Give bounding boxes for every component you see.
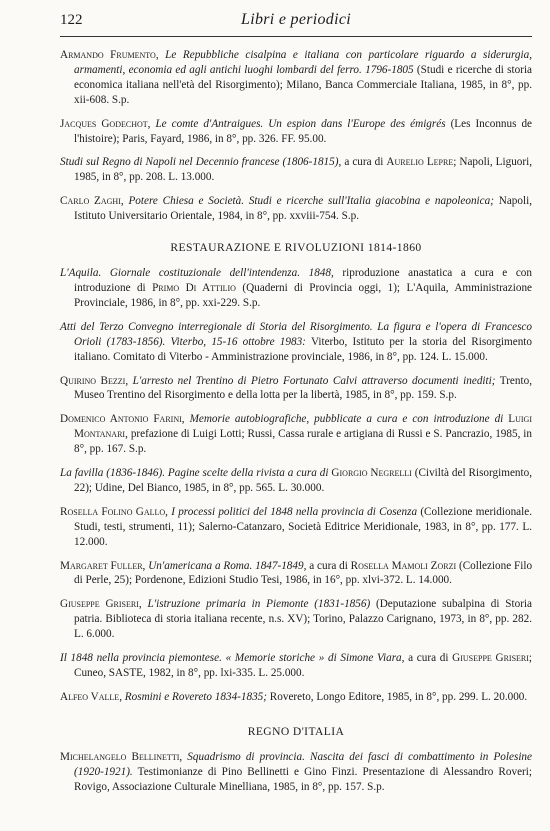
bibliography-entry bbox=[60, 651, 532, 681]
entry-title: L'istruzione primaria in Piemonte (1831-1856) bbox=[147, 598, 371, 611]
bibliography-entry bbox=[60, 48, 532, 108]
entry-details-pre: riproduzione anastatica a cura e con introduzione di bbox=[74, 267, 532, 294]
entry-author: Rosella Folino Gallo, bbox=[60, 505, 168, 518]
entry-details: Rovereto, Longo Editore, 1985, in 8°, pp. 299. L. 20.000. bbox=[269, 690, 528, 703]
entry-editor: Rosella Mamoli Zorzi bbox=[350, 559, 457, 572]
entry-title: L'arresto nel Trentino di Pietro Fortunato Calvi attraverso documenti inediti; bbox=[132, 374, 496, 387]
entry-details: (Les Inconnus de l'histoire); Paris, Fayard, 1986, in 8°, pp. 326. FF. 95.00. bbox=[74, 117, 533, 145]
section-heading: RESTAURAZIONE E RIVOLUZIONI 1814-1860 bbox=[170, 241, 422, 255]
entry-details: Cuneo, SASTE, 1982, in 8°, pp. lxi-335. L. 25.000. bbox=[74, 667, 305, 679]
entry-author: Domenico Antonio Farini, bbox=[60, 413, 185, 426]
entry-title: Le comte d'Antraigues. Un espion dans l'Europe des émigrés bbox=[155, 117, 446, 130]
entry-author: Michelangelo Bellinetti, bbox=[60, 750, 183, 763]
entry-title: Un'americana a Roma. 1847-1849, bbox=[148, 559, 307, 572]
bibliography-entry bbox=[60, 412, 532, 457]
section-heading: REGNO D'ITALIA bbox=[247, 724, 345, 738]
entry-editor: Primo Di Attilio bbox=[152, 281, 236, 294]
entry-title: L'Aquila. Giornale costituzionale dell'intendenza. 1848, bbox=[60, 267, 334, 280]
entry-title: Memorie autobiografiche, pubblicate a cura e con introduzione di bbox=[189, 413, 504, 426]
entry-details-pre: a cura di bbox=[344, 156, 384, 169]
entry-details: prefazione di Luigi Lotti; Russi, Cassa rurale e artigiana di Russi e S. Pancrazio, 1985, in 8°, pp. 167. S.p. bbox=[74, 428, 533, 456]
bibliography-entry bbox=[60, 750, 532, 795]
entry-editor: Luigi Montanari, bbox=[74, 413, 532, 441]
bibliography-entry bbox=[60, 266, 532, 311]
entry-details: Napoli, Istituto Universitario Orientale, 1984, in 8°, pp. xxviii-754. S.p. bbox=[74, 195, 532, 223]
bibliography-entry bbox=[60, 597, 532, 642]
entry-author: Armando Frumento, bbox=[60, 49, 159, 61]
bibliography-entry bbox=[60, 374, 532, 404]
bibliography-entry bbox=[60, 155, 532, 185]
entry-details-pre: a cura di bbox=[408, 652, 449, 665]
entry-details: (Deputazione subalpina di Storia patria. Biblioteca di storia italiana recente, n.s. XV); Torino, Palazzo Carignano, 1973, in 8°, pp. 282. L. 6.000. bbox=[74, 598, 533, 641]
entry-details: Napoli, Liguori, 1985, in 8°, pp. 208. L. 13.000. bbox=[74, 156, 533, 184]
bibliography-entry bbox=[60, 559, 532, 589]
bibliography-entry bbox=[60, 690, 532, 705]
entry-author: Margaret Fuller, bbox=[60, 559, 146, 572]
entry-title: Atti del Terzo Convegno interregionale di Storia del Risorgimento. La figura e l'opera di Francesco Orioli (1783-1856). Viterbo, 15-16 ottobre 1983: bbox=[60, 320, 532, 348]
bibliography-entry bbox=[60, 117, 532, 147]
entry-title: La favilla (1836-1846). Pagine scelte della rivista a cura di bbox=[60, 467, 329, 480]
entry-author: Giuseppe Griseri, bbox=[60, 598, 142, 611]
entry-details: (Collezione Filo di Perle, 25); Pordenone, Edizioni Studio Tesi, 1986, in 16°, pp. xlvi-372. L. 14.000. bbox=[74, 559, 533, 587]
entry-title: Studi sul Regno di Napoli nel Decennio francese (1806-1815), bbox=[60, 156, 342, 169]
entry-title: Il 1848 nella provincia piemontese. « Memorie storiche » di Simone Viara, bbox=[60, 652, 405, 665]
entry-editor: Aurelio Lepre; bbox=[386, 156, 457, 169]
bibliography-entry bbox=[60, 194, 532, 224]
header-rule bbox=[60, 36, 532, 37]
entry-details: (Collezione meridionale. Studi, testi, strumenti, 11); Salerno-Catanzaro, Società Editrice Meridionale, 1983, in 8°, pp. 177. L. 12.000. bbox=[74, 505, 533, 548]
entry-details: (Civiltà del Risorgimento, 22); Udine, Del Bianco, 1985, in 8°, pp. 565. L. 30.000. bbox=[74, 467, 533, 494]
running-head bbox=[60, 11, 532, 33]
page-number: 122 bbox=[60, 12, 83, 28]
entry-details: Viterbo, Istituto per la storia del Risorgimento italiano. Comitato di Viterbo - Amministrazione provinciale, 1986, in 8°, pp. 124. L. 15.000. bbox=[74, 335, 532, 363]
entry-details: Trento, Museo Trentino del Risorgimento e della lotta per la libertà, 1985, in 8°, pp. 159. S.p. bbox=[74, 374, 532, 402]
entry-author: Jacques Godechot, bbox=[60, 117, 151, 130]
entry-author: Carlo Zaghi, bbox=[60, 195, 124, 208]
entry-details: Testimonianze di Pino Bellinetti e Gino Finzi. Presentazione di Alessandro Roveri; Rovigo, Associazione Culturale Minelliana, 1985, in 8°, pp. 157. S.p. bbox=[74, 765, 532, 793]
entry-editor: Giuseppe Griseri; bbox=[452, 652, 533, 665]
entry-author: Quirino Bezzi, bbox=[60, 374, 129, 387]
entry-title: Potere Chiesa e Società. Studi e ricerche sull'Italia giacobina e napoleonica; bbox=[128, 195, 494, 208]
entry-title: Le Repubbliche cisalpina e italiana con particolare riguardo a siderurgia, armamenti, economia ed agli antichi luoghi lombardi del ferro. 1796-1805 bbox=[74, 49, 533, 76]
entry-editor: Giorgio Negrelli bbox=[331, 467, 412, 480]
entry-details: (Studi e ricerche di storia economica italiana nell'età del Risorgimento); Milano, Banca Commerciale Italiana, 1985, in 8°, pp. xii-608. S.p. bbox=[74, 63, 533, 106]
bibliography-entry bbox=[60, 320, 532, 365]
entry-title: Squadrismo di provincia. Nascita dei fasci di combattimento in Polesine (1920-1921). bbox=[74, 750, 532, 778]
entry-title: Rosmini e Rovereto 1834-1835; bbox=[124, 690, 267, 703]
bibliography-entry bbox=[60, 466, 532, 496]
running-title: Libri e periodici bbox=[241, 11, 351, 28]
entry-details: (Quaderni di Provincia oggi, 1); L'Aquila, Amministrazione Provinciale, 1986, in 8°, pp. xxi-229. S.p. bbox=[74, 281, 532, 309]
entry-title: I processi politici del 1848 nella provincia di Cosenza bbox=[171, 505, 418, 518]
entry-details-pre: a cura di bbox=[309, 559, 348, 572]
entry-author: Alfeo Valle, bbox=[60, 690, 122, 703]
bibliography-entry bbox=[60, 505, 532, 550]
bibliography-listing bbox=[60, 48, 532, 804]
